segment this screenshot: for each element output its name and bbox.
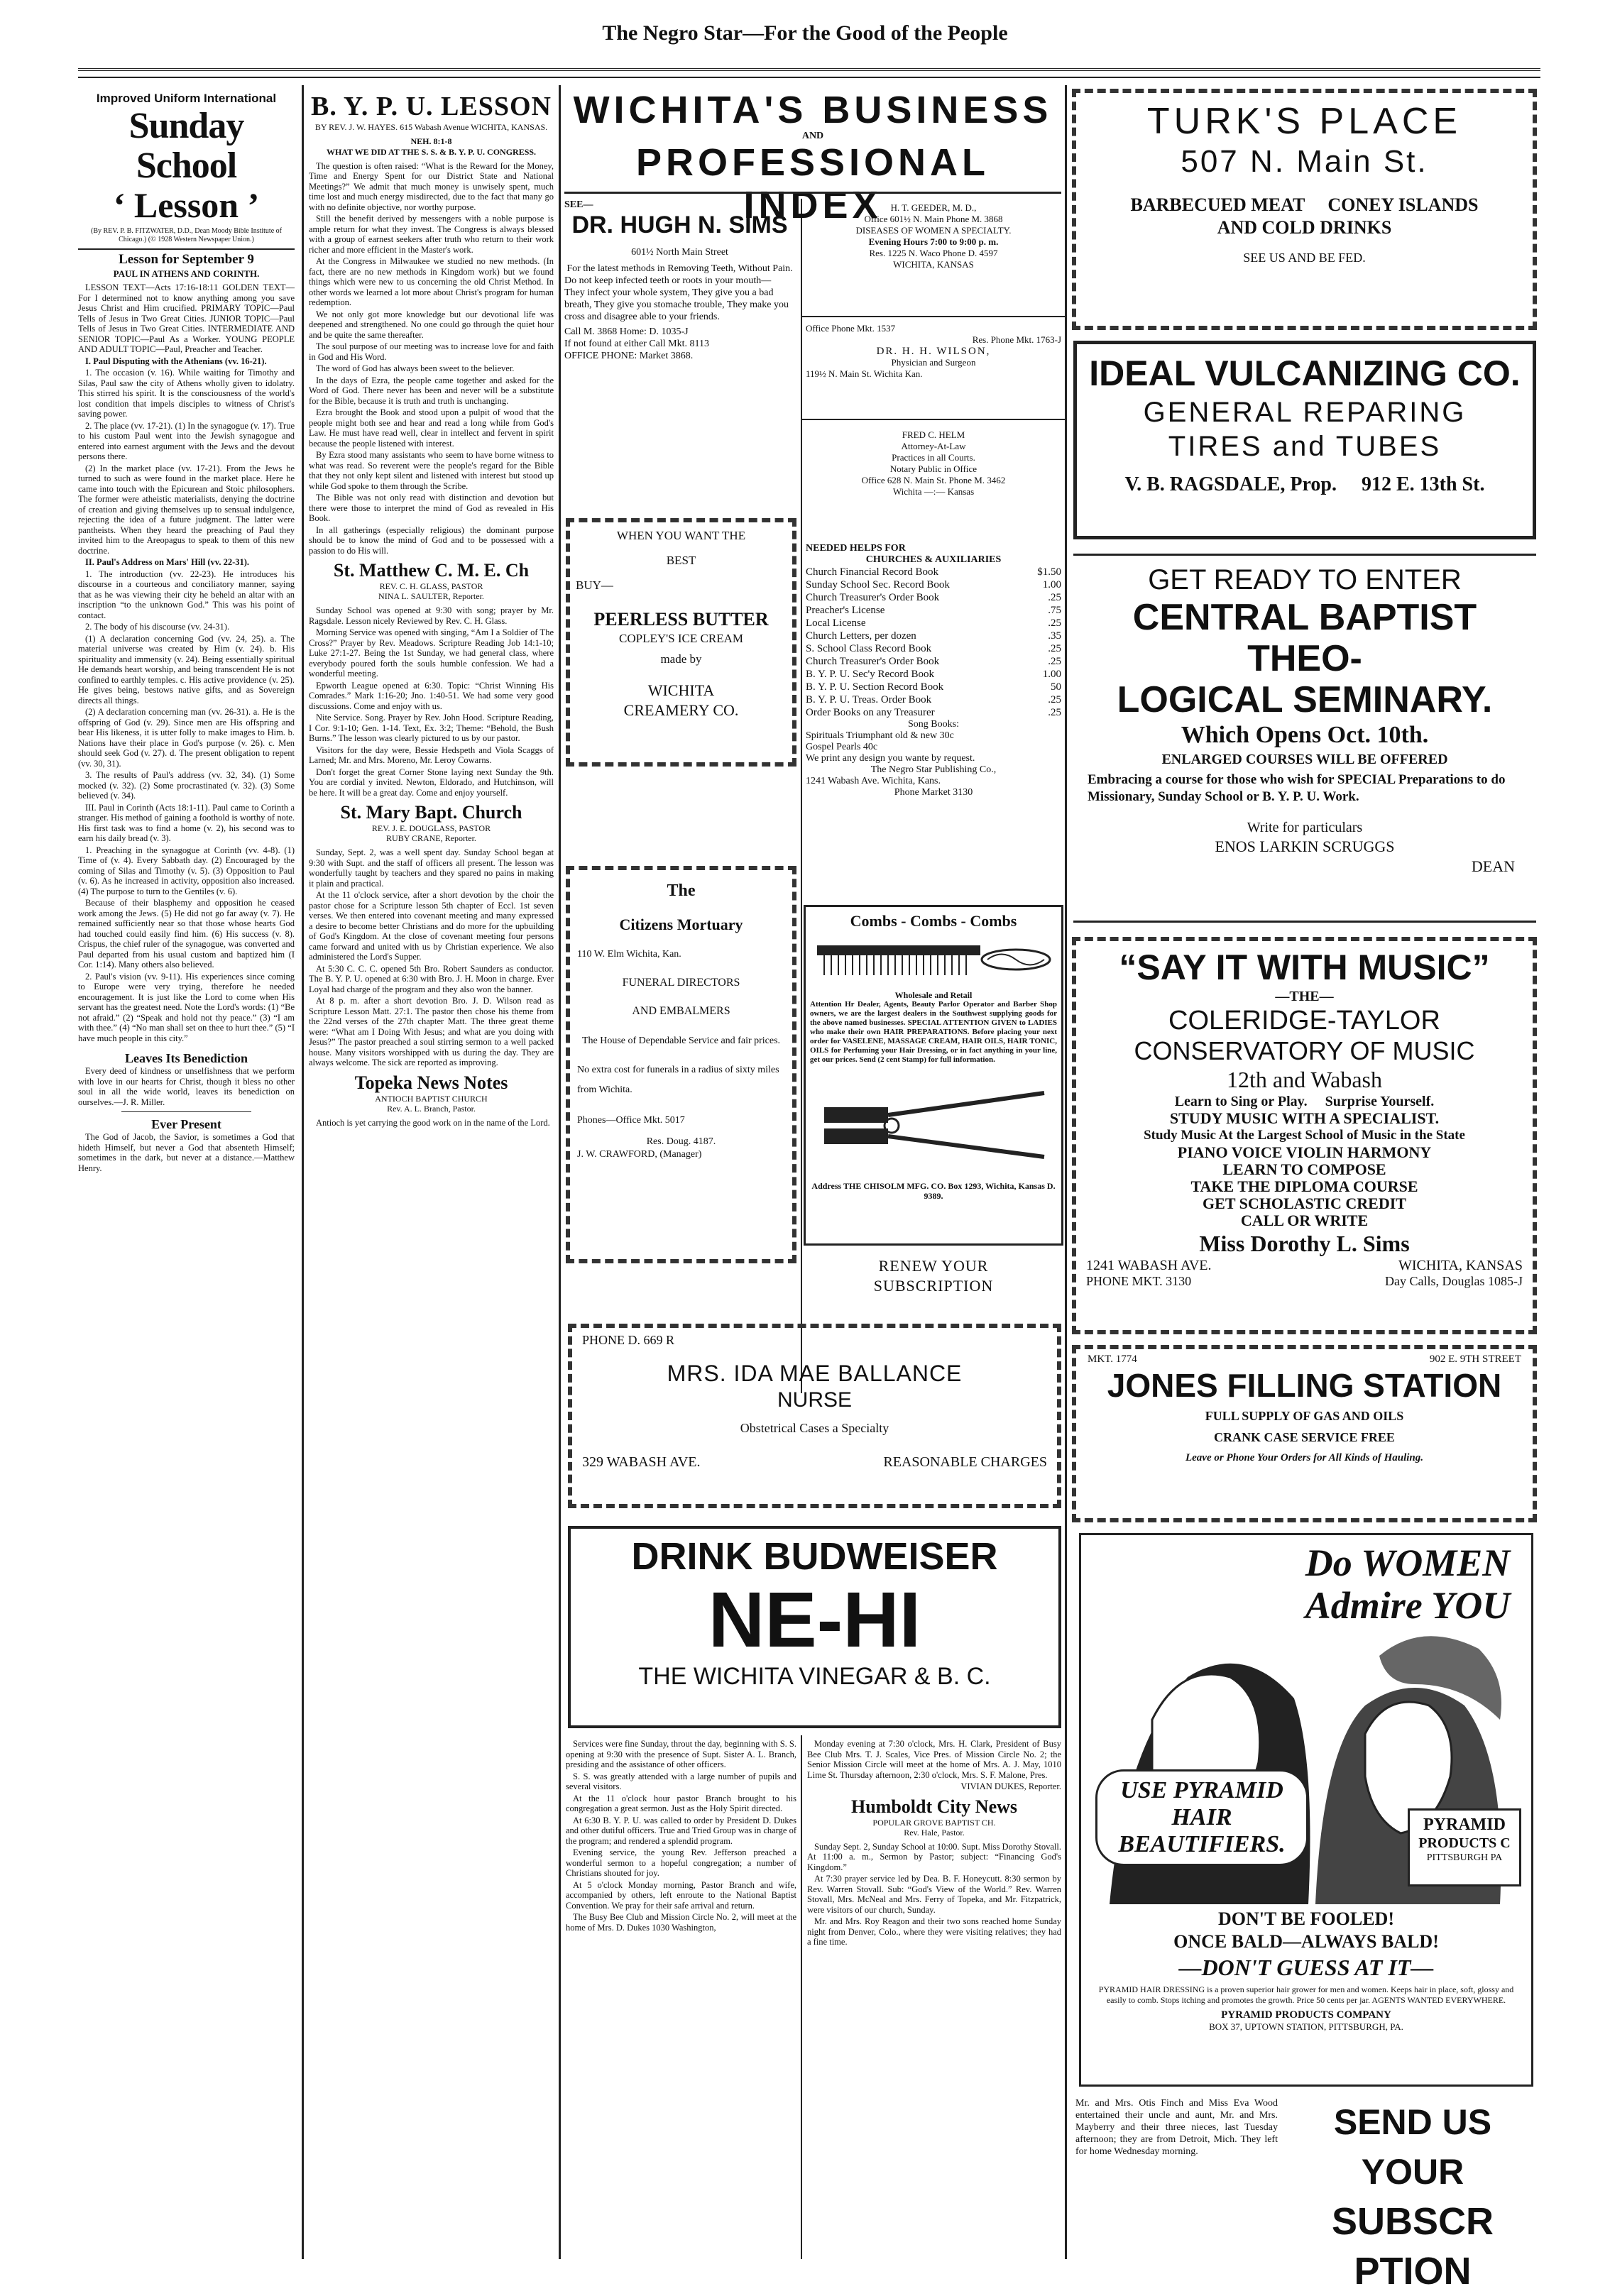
ever-present-text: The God of Jacob, the Savior, is sometimes a God that hideth Himself, but never a God that absenteth Himself; sometimes in the dark, but never at a distance.—Matthew Henry. bbox=[78, 1132, 295, 1173]
page-header: The Negro Star—For the Good of the People bbox=[602, 21, 1008, 45]
bypu-paragraph: Still the benefit derived by messengers with a noble purpose is ample return for what they invest. The Congress is always blessed with a group of earnest seekers after truth who return to their work richer and more efficient in the Master's work. bbox=[309, 214, 554, 255]
bypu-paragraph: At the Congress in Milwaukee we studied no new methods. (In fact, there are no new methods in Kingdom work) but we found things which were new to us concerning the old Christ Method. In other words we learned a lot more about Christ's program for human redemption. bbox=[309, 256, 554, 307]
sims-line: Do not keep infected teeth or roots in your mouth— bbox=[564, 275, 772, 286]
st-mary-paragraph: Sunday, Sept. 2, was a well spent day. Sunday School began at 9:30 with Supt. and the staff of officers all present. The lesson was wonderfully taught by teachers and they spared no pains in making it plain and practical. bbox=[309, 847, 554, 889]
seminary-name: CENTRAL BAPTIST THEO- bbox=[1132, 597, 1477, 679]
ballance-charges: REASONABLE CHARGES bbox=[883, 1454, 1047, 1470]
st-matthew-title: St. Matthew C. M. E. Ch bbox=[333, 560, 530, 581]
mortuary-res: Res. Doug. 4187. bbox=[646, 1136, 716, 1147]
music-footer bbox=[1086, 1258, 1523, 1273]
bypu-paragraph: We not only got more knowledge but our devotional life was deepened and strengthened. No one could go through the quiet hour and be quite the same thereafter. bbox=[309, 309, 554, 340]
renew-ad bbox=[806, 1256, 1061, 1306]
combs-address: Address THE CHISOLM MFG. CO. Box 1293, Wichita, Kansas D. 9389. bbox=[811, 1181, 1056, 1201]
helps-title: CHURCHES & AUXILIARIES bbox=[865, 554, 1002, 565]
branch-paragraph: Services were fine Sunday, throut the day, beginning with S. S. opening at 9:30 with the presence of Supt. Sister A. L. Branch, presiding and the assistance of other officers. bbox=[566, 1739, 796, 1769]
divider bbox=[564, 192, 1061, 194]
pyramid-guess: —DON'T GUESS AT IT— bbox=[1178, 1955, 1434, 1980]
send-subscription-ad bbox=[1288, 2097, 1537, 2292]
pyramid-headline: Admire YOU bbox=[1305, 1584, 1511, 1627]
geeder-hours: Evening Hours 7:00 to 9:00 p. m. bbox=[868, 236, 999, 247]
st-matthew-paragraph: Nite Service. Song. Prayer by Rev. John Hood. Scripture Reading, I Cor. 9:1-10; Gen. 1-14. Text, Ex. 3:2; Theme: “Behold, the Bush Burns.” The lesson was clearly pictured to us by our pastor. bbox=[309, 713, 554, 743]
butter-line: BEST bbox=[666, 554, 696, 567]
helps-item bbox=[806, 591, 1061, 604]
sunday-school-column bbox=[78, 91, 295, 2263]
sims-address: 601½ North Main Street bbox=[631, 247, 728, 258]
helps-design: We print any design you wante by request. bbox=[806, 753, 975, 764]
pyramid-label: PRODUCTS C bbox=[1418, 1835, 1511, 1851]
comb-icon bbox=[810, 931, 1058, 988]
helps-item-price: .35 bbox=[1048, 630, 1061, 642]
ideal-proprietor: V. B. RAGSDALE, Prop. 912 E. 13th St. bbox=[1124, 473, 1485, 495]
humboldt-paragraph: Sunday Sept. 2, Sunday School at 10:00. Supt. Miss Dorothy Stovall. At 11:00 a. m., Sermon by Pastor; subject: “Financing God's Kingdom.” bbox=[807, 1841, 1061, 1872]
helps-item bbox=[806, 630, 1061, 642]
pyramid-use-banner: USE PYRAMID HAIR BEAUTIFIERS. bbox=[1095, 1769, 1308, 1866]
sims-see: SEE— bbox=[564, 199, 593, 210]
helps-item-name: Church Financial Record Book bbox=[806, 566, 939, 578]
seminary-dean-name: ENOS LARKIN SCRUGGS bbox=[1215, 837, 1395, 855]
butter-line: COPLEY'S ICE CREAM bbox=[619, 632, 743, 645]
lesson-kicker: Improved Uniform International bbox=[96, 92, 277, 105]
helps-item-price: .25 bbox=[1048, 643, 1061, 654]
lesson-paragraph: LESSON TEXT—Acts 17:16-18:11 GOLDEN TEXT—For I determined not to know anything among you save Jesus Christ and Him crucified. PRIMARY TOPIC—Paul Tells of Jesus in Two Great Cities. JUNIOR TOPIC—Paul Tells of Jesus in Two Great Cities. INTERMEDIATE AND SENIOR TOPIC—Paul As a Worker. YOUNG PEOPLE AND ADULT TOPIC—Paul, Preacher and Teacher. bbox=[78, 282, 295, 354]
seminary-opens: Which Opens Oct. 10th. bbox=[1181, 722, 1429, 748]
bypu-paragraph: Ezra brought the Book and stood upon a pulpit of wood that the people might both see and hear and read a long while from God's Law. He must have read well, clear in intellect and fervent in spirit because the people listened with interest. bbox=[309, 407, 554, 449]
helps-song: Spirituals Triumphant old & new 30c bbox=[806, 730, 954, 741]
helps-item bbox=[806, 668, 1061, 681]
music-line: TAKE THE DIPLOMA COURSE bbox=[1190, 1177, 1418, 1195]
wilson-title: Physician and Surgeon bbox=[891, 357, 976, 368]
helps-item-name: Preacher's License bbox=[806, 605, 885, 616]
helps-songs: Song Books: bbox=[908, 719, 959, 730]
lesson-paragraph: 1. The occasion (v. 16). While waiting for Timothy and Silas, Paul saw the city of Athens wholly given to idolatry. This stirred his spirit. It is the consciousness of the world's lost condition that impels disciples to witness of Christ's saving power. bbox=[78, 368, 295, 419]
music-conservatory-ad bbox=[1072, 937, 1537, 1334]
helps-item bbox=[806, 617, 1061, 630]
ballance-phone: PHONE D. 669 R bbox=[582, 1333, 675, 1347]
needed-helps-ad bbox=[806, 543, 1061, 901]
bypu-paragraph: In all gatherings (especially religious) the dominant purpose should be to know the mind of God and to be possessed with a passion to do His will. bbox=[309, 524, 554, 556]
helps-item-price: 1.00 bbox=[1042, 669, 1061, 680]
lesson-paragraph: (1) A declaration concerning God (vv. 24, 25). a. The material universe was created by Him (v. 24). b. His spirituality and immensity (v. 24). Being essentially spiritual He demands heart worship, and being transcendent He is not confined to earthly temples. c. His active providence (v. 25). He gives being, bestows native gifts, and as Sovereign directs all things. bbox=[78, 633, 295, 705]
helps-list bbox=[806, 566, 1061, 719]
bypu-subtitle: WHAT WE DID AT THE S. S. & B. Y. P. U. CONGRESS. bbox=[326, 146, 537, 157]
pyramid-copy bbox=[1081, 1908, 1531, 2033]
ballance-nurse: NURSE bbox=[777, 1388, 852, 1412]
humboldt-church: POPULAR GROVE BAPTIST CH. bbox=[872, 1817, 996, 1828]
lesson-paragraph: (2) A declaration concerning man (vv. 26-31). a. He is the offspring of God (v. 29). Since men are His offspring and bear His likeness, it is utter folly to make images to Him. b. Nations have their place in God's purpose (v. 26). c. Men should seek God (v. 27). d. The present obligation to repent (vv. 30, 31). bbox=[78, 707, 295, 769]
helm-name: FRED C. HELM bbox=[902, 429, 965, 440]
helm-notary: Notary Public in Office bbox=[889, 463, 978, 474]
pyramid-label: PITTSBURGH PA bbox=[1426, 1852, 1503, 1863]
seminary-write: Write for particulars bbox=[1247, 820, 1363, 835]
st-mary-reporter: RUBY CRANE, Reporter. bbox=[386, 833, 476, 843]
music-teacher: Miss Dorothy L. Sims bbox=[1199, 1231, 1410, 1256]
divider bbox=[802, 316, 1065, 317]
monday-paragraph: Monday evening at 7:30 o'clock, Mrs. H. Clark, President of Busy Bee Club Mrs. T. J. Scales, Vice Pres. of Mission Circle No. 2; the Senior Mission Circle will meet at the home of Mrs. A. J. May, 1010 Lime St. Thursday afternoon, 2:30 o'clock, Mrs. S. F. Malone, Pres. bbox=[807, 1739, 1061, 1780]
humboldt-pastor: Rev. Hale, Pastor. bbox=[904, 1827, 965, 1838]
mortuary-embalmers: AND EMBALMERS bbox=[632, 1005, 730, 1017]
helps-item-name: B. Y. P. U. Sec'y Record Book bbox=[806, 669, 935, 680]
lesson-paragraph: 2. Paul's vision (vv. 9-11). His experiences since coming to Europe were very trying, therefore he needed encouragement. It is just like the Lord to come when His servant has the greatest need. Note the Lord's words: (1) “Be not afraid.” (2) “Speak and hold not thy peace.” (3) “I am with thee.” (4) “No man shall set on thee to hurt thee.” (5) “I have much people in this city.” bbox=[78, 971, 295, 1043]
ideal-line: GENERAL REPARING bbox=[1143, 397, 1467, 428]
divider bbox=[802, 419, 1065, 420]
st-matthew-paragraph: Don't forget the great Corner Stone laying next Sunday the 9th. You are cordial y invited. Newton, Eldorado, and Hutchinson, will be here. It will be a great day. Come and enjoy yourself. bbox=[309, 767, 554, 798]
lesson-heading: II. Paul's Address on Mars' Hill (vv. 22-31). bbox=[85, 557, 250, 567]
helps-item-name: Church Letters, per dozen bbox=[806, 630, 916, 642]
combs-title: Combs - Combs - Combs bbox=[850, 912, 1017, 930]
turks-place-ad bbox=[1072, 89, 1537, 330]
helm-ad bbox=[806, 429, 1061, 536]
helps-address: 1241 Wabash Ave. Wichita, Kans. bbox=[806, 776, 941, 786]
sims-ad bbox=[564, 199, 795, 483]
bypu-paragraph: The Bible was not only read with distinction and devotion but there were those to interpret the mind of God as revealed in His Book. bbox=[309, 493, 554, 523]
helps-item-name: Church Treasurer's Order Book bbox=[806, 592, 940, 603]
st-matthew-paragraph: Visitors for the day were, Bessie Hedspeth and Viola Scaggs of Larned; Mr. and Mrs. Moreno, Mr. Leroy Cowarns. bbox=[309, 745, 554, 765]
renew-line: SUBSCRIPTION bbox=[873, 1277, 994, 1295]
music-line: PIANO VOICE VIOLIN HARMONY bbox=[1177, 1143, 1432, 1161]
st-matthew-reporter: NINA L. SAULTER, Reporter. bbox=[378, 591, 484, 601]
helm-practice: Practices in all Courts. bbox=[892, 452, 975, 463]
seminary-embrace: Embracing a course for those who wish for SPECIAL Preparations to do Missionary, Sunday School or B. Y. P. U. Work. bbox=[1088, 772, 1506, 804]
sims-note: If not found at either Call Mkt. 8113 bbox=[564, 339, 709, 349]
lesson-date: Lesson for September 9 bbox=[119, 252, 254, 267]
column-divider bbox=[559, 85, 561, 2259]
column-divider bbox=[801, 1735, 802, 2259]
helps-item-name: B. Y. P. U. Section Record Book bbox=[806, 681, 944, 693]
index-title-2: PROFESSIONAL INDEX bbox=[635, 141, 990, 226]
pyramid-label: PYRAMID bbox=[1423, 1816, 1506, 1834]
helps-item-name: Church Treasurer's Order Book bbox=[806, 656, 940, 667]
sims-office-phone: OFFICE PHONE: Market 3868. bbox=[564, 351, 694, 361]
pyramid-fooled: DON'T BE FOOLED! bbox=[1217, 1908, 1394, 1929]
helm-office: Office 628 N. Main St. Phone M. 3462 bbox=[861, 475, 1006, 485]
st-mary-pastor: REV. J. E. DOUGLASS, PASTOR bbox=[371, 823, 491, 833]
humboldt-paragraph: At 7:30 prayer service led by Dea. B. F. Honeycutt. 8:30 sermon by Rev. Warren Stovall. Sub: “God's View of the World.” Rev. Warren Stovall, Mrs. McNeal and Mrs. Ferry of Topeka, and Mr. Fitzpatrick, were visitors of our church, Sunday. bbox=[807, 1874, 1061, 1915]
bypu-title: B. Y. P. U. LESSON bbox=[310, 92, 552, 121]
bypu-paragraph: The word of God has always been sweet to the believer. bbox=[316, 363, 515, 373]
music-day-calls: Day Calls, Douglas 1085-J bbox=[1385, 1274, 1523, 1288]
column-divider bbox=[801, 199, 802, 1393]
bypu-column bbox=[309, 91, 554, 2263]
helps-phone: Phone Market 3130 bbox=[894, 787, 973, 798]
helps-item-price: .25 bbox=[1048, 707, 1061, 718]
top-rule bbox=[78, 68, 1540, 71]
renew-line: RENEW YOUR bbox=[878, 1257, 989, 1275]
pyramid-bald: ONCE BALD—ALWAYS BALD! bbox=[1173, 1931, 1439, 1952]
curling-iron-icon bbox=[810, 1065, 1058, 1178]
branch-paragraph: At the 11 o'clock hour pastor Branch brought to his congregation a great sermon. Just as the Holy Spirit directed. bbox=[566, 1793, 796, 1813]
helps-item-name: B. Y. P. U. Treas. Order Book bbox=[806, 694, 932, 705]
music-name: COLERIDGE-TAYLOR bbox=[1168, 1006, 1440, 1036]
mortuary-phones: Phones—Office Mkt. 5017 bbox=[577, 1115, 685, 1126]
pyramid-product-jar bbox=[1408, 1808, 1521, 1886]
geeder-name: H. T. GEEDER, M. D., bbox=[890, 202, 977, 213]
sunday-school-masthead: Sunday School bbox=[128, 106, 244, 186]
bypu-author: BY REV. J. W. HAYES. 615 Wabash Avenue WICHITA, KANSAS. bbox=[314, 122, 548, 132]
seminary-courses: ENLARGED COURSES WILL BE OFFERED bbox=[1161, 752, 1448, 767]
helps-item-name: Local License bbox=[806, 617, 866, 629]
ballance-name: MRS. IDA MAE BALLANCE bbox=[667, 1361, 963, 1386]
helps-item bbox=[806, 706, 1061, 719]
wilson-ad bbox=[806, 323, 1061, 415]
mortuary-address: 110 W. Elm Wichita, Kan. bbox=[577, 949, 681, 960]
helps-item-name: S. School Class Record Book bbox=[806, 643, 932, 654]
lesson-paragraph: 1. Preaching in the synagogue at Corinth (vv. 4-8). (1) Time of (v. 4). Every Sabbath day. (2) Encouraged by the coming of Silas and Timothy (v. 5). (3) Opposition to Paul (v. 6). As he increased in activity, opposition also increased. (4) The purpose to turn to the Gentiles (v. 6). bbox=[78, 845, 295, 896]
ideal-vulcanizing-ad bbox=[1073, 341, 1536, 539]
helps-item bbox=[806, 578, 1061, 591]
jones-name: JONES FILLING STATION bbox=[1107, 1367, 1502, 1404]
lesson-paragraph: 2. The place (vv. 17-21). (1) In the synagogue (v. 17). True to his custom Paul went into the Jewish synagogue and entered into earnest argument with the Jews and the devout persons there. bbox=[78, 420, 295, 461]
helps-item bbox=[806, 604, 1061, 617]
mortuary-house: The House of Dependable Service and fair prices. bbox=[581, 1036, 781, 1046]
music-line: GET SCHOLASTIC CREDIT bbox=[1203, 1194, 1406, 1212]
butter-ad bbox=[566, 518, 796, 767]
helps-title: NEEDED HELPS FOR bbox=[806, 543, 906, 554]
helm-city: Wichita —:— Kansas bbox=[892, 486, 975, 497]
music-line: LEARN TO COMPOSE bbox=[1222, 1160, 1386, 1178]
butter-line: BUY— bbox=[576, 578, 613, 592]
helps-item bbox=[806, 693, 1061, 706]
humboldt-column bbox=[807, 1739, 1061, 2264]
lesson-paragraph: 1. The introduction (vv. 22-23). He introduces his discourse in a courteous and conciliatory manner, saying that as he was viewing their city he beheld an altar with an inscription “to the unknown God.” This was his point of contact. bbox=[78, 568, 295, 620]
wilson-office: Office Phone Mkt. 1537 bbox=[806, 323, 896, 334]
ever-present-title: Ever Present bbox=[151, 1117, 221, 1131]
seminary-dean: DEAN bbox=[1471, 857, 1515, 875]
topeka-pastor: Rev. A. L. Branch, Pastor. bbox=[387, 1103, 476, 1114]
turks-see: SEE US AND BE FED. bbox=[1243, 251, 1366, 265]
lesson-paragraph: III. Paul in Corinth (Acts 18:1-11). Paul came to Corinth a stranger. His method of gaining a foothold is worthy of note. His first task was to find a home (v. 2), his second was to earn his daily bread (v. 3). bbox=[78, 802, 295, 843]
butter-company: CREAMERY CO. bbox=[623, 701, 739, 719]
budweiser-line: DRINK BUDWEISER bbox=[631, 1535, 998, 1578]
branch-paragraph: At 6:30 B. Y. P. U. was called to order by President D. Dukes and other dutiful officers. True and Tried Group was in charge of the program; and rendered a splendid program. bbox=[566, 1815, 796, 1846]
music-slogan: “SAY IT WITH MUSIC” bbox=[1119, 947, 1490, 987]
pyramid-company: PYRAMID PRODUCTS COMPANY bbox=[1221, 2009, 1391, 2021]
lesson-byline: (By REV. P. B. FITZWATER, D.D., Dean Moody Bible Institute of Chicago.) (© 1928 Western Newspaper Union.) bbox=[91, 227, 282, 243]
lesson-paragraph: 2. The body of his discourse (vv. 24-31). bbox=[85, 622, 230, 632]
ideal-name: IDEAL VULCANIZING CO. bbox=[1089, 353, 1521, 393]
finch-text: Mr. and Mrs. Otis Finch and Miss Eva Wood entertained their uncle and aunt, Mr. and Mrs. Mayberry and their three nieces, last Tuesday afternoon; they are from Detroit, Mich. They left for home Wednesday morning. bbox=[1075, 2098, 1278, 2157]
pyramid-box: BOX 37, UPTOWN STATION, PITTSBURGH, PA. bbox=[1209, 2021, 1403, 2032]
st-matthew-pastor: REV. C. H. GLASS, PASTOR bbox=[379, 581, 483, 591]
pyramid-ad bbox=[1079, 1533, 1533, 2087]
seminary-ad bbox=[1073, 554, 1536, 923]
lesson-masthead: ‘ Lesson ’ bbox=[113, 185, 260, 225]
music-line: STUDY MUSIC WITH A SPECIALIST. bbox=[1169, 1109, 1440, 1127]
helps-item-price: .25 bbox=[1048, 592, 1061, 603]
music-address: 12th and Wabash bbox=[1226, 1067, 1382, 1092]
st-mary-paragraph: At 5:30 C. C. C. opened 5th Bro. Robert Saunders as conductor. The B. Y. P. U. opened at 6:30 with Bro. J. H. Moon in charge. Ever Loyal had charge of the program and they also won the banner. bbox=[309, 963, 554, 994]
pyramid-headline: Do WOMEN bbox=[1305, 1542, 1511, 1584]
jones-street: 902 E. 9TH STREET bbox=[1429, 1353, 1521, 1365]
mortuary-name: Citizens Mortuary bbox=[619, 916, 743, 933]
music-phone: PHONE MKT. 3130 bbox=[1086, 1274, 1192, 1288]
bypu-scripture: NEH. 8:1-8 bbox=[410, 136, 452, 146]
music-city: WICHITA, KANSAS bbox=[1398, 1258, 1523, 1273]
butter-brand: PEERLESS BUTTER bbox=[593, 609, 769, 630]
topeka-title: Topeka News Notes bbox=[354, 1072, 508, 1093]
mortuary-manager: J. W. CRAWFORD, (Manager) bbox=[577, 1149, 702, 1160]
jones-top bbox=[1088, 1353, 1521, 1366]
ideal-line: TIRES and TUBES bbox=[1168, 431, 1442, 462]
divider bbox=[78, 248, 295, 250]
branch-column bbox=[566, 1739, 796, 2264]
helps-item-price: .25 bbox=[1048, 617, 1061, 629]
helps-item-price: .75 bbox=[1048, 605, 1061, 616]
mortuary-ad bbox=[566, 866, 796, 1263]
st-mary-title: St. Mary Bapt. Church bbox=[340, 802, 522, 823]
ballance-footer bbox=[582, 1454, 1047, 1470]
st-matthew-paragraph: Morning Service was opened with singing, “Am I a Soldier of The Cross?” Prayer by Rev. Meadows. Scripture Reading Job 14:1-10; Luke 27:1-27. Being the 1st Sunday, we had general class, where everybody poured forth the souls humble confession. We had a wonderful meeting. bbox=[309, 627, 554, 679]
geeder-specialty: DISEASES OF WOMEN A SPECIALTY. bbox=[855, 225, 1012, 236]
column-divider bbox=[1065, 85, 1067, 2259]
index-and: AND bbox=[801, 131, 824, 141]
helps-item bbox=[806, 681, 1061, 693]
branch-paragraph: Evening service, the young Rev. Jefferson preached a wonderful sermon to a hopeful congregation; a number of Christians shouted for joy. bbox=[566, 1847, 796, 1878]
send-line: SEND US YOUR bbox=[1333, 2102, 1492, 2192]
st-mary-paragraph: At 8 p. m. after a short devotion Bro. J. D. Wilson read as Scripture Lesson Matt. 27:1. The pastor then chose his theme from the 22nd verses of the 27th chapter Matt. The three great theme were: “What am I Doing With Jesus; and what are you doing with Jesus?” The pastor preached a soul stirring sermon to a well packed house. Many visitors worshipped with us during the day. They are always welcome. The sick are reported as improving. bbox=[309, 996, 554, 1067]
turks-title: TURK'S PLACE bbox=[1146, 101, 1462, 142]
helps-item-price: $1.50 bbox=[1037, 566, 1061, 578]
wilson-address: 119½ N. Main St. Wichita Kan. bbox=[806, 368, 923, 379]
music-line: Study Music At the Largest School of Music in the State bbox=[1144, 1128, 1465, 1143]
combs-ad bbox=[804, 905, 1063, 1246]
bypu-paragraph: The question is often raised: “What is the Reward for the Money, Time and Energy Spent for our District State and National Meetings?” We admit that much money is unwisely spent, much time lost and much energy misdirected, due to the fact that many go with no definite objective, nor worthy purpose. bbox=[309, 160, 554, 212]
mortuary-directors: FUNERAL DIRECTORS bbox=[622, 977, 740, 989]
sims-phones: Call M. 3868 Home: D. 1035-J bbox=[564, 326, 689, 337]
jones-phone: MKT. 1774 bbox=[1088, 1353, 1137, 1365]
helps-item-price: .25 bbox=[1048, 656, 1061, 667]
butter-line: WHEN YOU WANT THE bbox=[616, 529, 746, 542]
jones-line: CRANK CASE SERVICE FREE bbox=[1214, 1430, 1395, 1444]
column-divider bbox=[302, 85, 304, 2259]
helps-item bbox=[806, 655, 1061, 668]
ballance-ad bbox=[568, 1324, 1061, 1508]
geeder-ad bbox=[806, 202, 1061, 316]
wilson-name: DR. H. H. WILSON, bbox=[876, 346, 991, 357]
mortuary-the: The bbox=[667, 881, 696, 900]
wilson-res: Res. Phone Mkt. 1763-J bbox=[972, 334, 1061, 345]
geeder-office: Office 601½ N. Main Phone M. 3868 bbox=[864, 214, 1003, 224]
jones-filling-station-ad bbox=[1072, 1345, 1537, 1522]
butter-company: WICHITA bbox=[647, 681, 715, 699]
jones-line: FULL SUPPLY OF GAS AND OILS bbox=[1205, 1409, 1404, 1423]
st-matthew-paragraph: Sunday School was opened at 9:30 with song; prayer by Mr. Ragsdale. Lesson nicely Reviewed by Rev. C. H. Glass. bbox=[309, 605, 554, 626]
divider bbox=[121, 1111, 251, 1112]
lesson-heading: I. Paul Disputing with the Athenians (vv. 16-21). bbox=[85, 356, 267, 366]
benediction-title: Leaves Its Benediction bbox=[125, 1051, 248, 1065]
st-matthew-paragraph: Epworth League opened at 6:30. Topic: “Christ Winning His Comrades.” Mark 1:16-20; Jno. 1:40-51. We had some very good discussions. Come and enjoy with us. bbox=[309, 680, 554, 711]
music-line: CALL OR WRITE bbox=[1240, 1212, 1369, 1229]
index-title-1: WICHITA'S BUSINESS bbox=[573, 89, 1053, 131]
music-line: Learn to Sing or Play. Surprise Yourself. bbox=[1174, 1094, 1435, 1109]
geeder-city: WICHITA, KANSAS bbox=[893, 259, 974, 270]
humboldt-title: Humboldt City News bbox=[850, 1796, 1017, 1817]
topeka-text: Antioch is yet carrying the good work on in the name of the Lord. bbox=[316, 1117, 550, 1128]
seminary-name: LOGICAL SEMINARY. bbox=[1117, 679, 1493, 720]
turks-address: 507 N. Main St. bbox=[1181, 144, 1428, 179]
ballance-specialty: Obstetrical Cases a Specialty bbox=[740, 1421, 889, 1435]
lesson-paragraph: 3. The results of Paul's address (vv. 32, 34). (1) Some mocked (v. 32). (2) Some procrastinated (v. 32). (3) Some believed (v. 34). bbox=[78, 770, 295, 801]
finch-notice bbox=[1075, 2097, 1278, 2253]
helps-song: Gospel Pearls 40c bbox=[806, 742, 878, 752]
butter-line: made by bbox=[660, 652, 702, 666]
geeder-res: Res. 1225 N. Waco Phone D. 4597 bbox=[869, 248, 998, 258]
sims-line: They infect your whole system, They give you a bad breath, They give you stomache trouble, They make you cross and disagree able to your friends. bbox=[564, 287, 789, 322]
pyramid-fine-print: PYRAMID HAIR DRESSING is a proven superior hair grower for men and women. Keeps hair in place, soft, glossy and easily to comb. Stops itching and promotes the growth. Price 50 cents per jar. AGENTS WANTED EVERYWHERE. bbox=[1098, 1984, 1514, 2005]
helm-title: Attorney-At-Law bbox=[901, 441, 966, 451]
combs-text: Attention Hr Dealer, Agents, Beauty Parlor Operator and Barber Shop owners, we are the largest dealers in the Southwest supplying goods for the above named businesses. SPECIAL ATTENTION GIVEN to LADIES who make their own HAIR PREPARATIONS. Before placing your next order for VASELENE, MASSAGE CREAM, HAIR OILS, HAIR TONIC, OILS for Perfuming your Hair Dressing, or in fact anything in your line, get our prices. Send (2 cent Stamp) for full information. bbox=[810, 1000, 1057, 1064]
bypu-paragraph: The soul purpose of our meeting was to increase love for and faith in God and His Word. bbox=[309, 341, 554, 362]
lesson-paragraph: (2) In the market place (vv. 17-21). From the Jews he turned to such as were found in the market place. Here he came into touch with the Epicurean and Stoic philosophers. The former were atheistic materialists, denying the doctrine of creation and giving themselves up to sensual indulgence, rejecting the idea of a future judgment. The latter were pantheists. When they heard the preaching of Paul they invited him to the Areopagus to speak to them of this new doctrine. bbox=[78, 463, 295, 556]
budweiser-ad bbox=[568, 1526, 1061, 1728]
ballance-address: 329 WABASH AVE. bbox=[582, 1454, 701, 1470]
jones-line: Leave or Phone Your Orders for All Kinds of Hauling. bbox=[1185, 1452, 1424, 1463]
music-street: 1241 WABASH AVE. bbox=[1086, 1258, 1212, 1273]
mortuary-extra: No extra cost for funerals in a radius of sixty miles from Wichita. bbox=[577, 1065, 779, 1095]
branch-paragraph: The Busy Bee Club and Mission Circle No. 2, will meet at the home of Mrs. D. Dukes 1030 Washington, bbox=[566, 1912, 796, 1933]
helps-item bbox=[806, 642, 1061, 655]
topeka-church: ANTIOCH BAPTIST CHURCH bbox=[375, 1093, 488, 1104]
helps-publisher: The Negro Star Publishing Co., bbox=[870, 764, 997, 775]
sims-name: DR. HUGH N. SIMS bbox=[571, 212, 788, 238]
lesson-subject: PAUL IN ATHENS AND CORINTH. bbox=[113, 268, 260, 279]
turks-line: BARBECUED MEAT CONEY ISLANDS bbox=[1130, 194, 1479, 215]
turks-line: AND COLD DRINKS bbox=[1217, 217, 1392, 238]
humboldt-paragraph: Mr. and Mrs. Roy Reagon and their two sons reached home Sunday night from Denver, Colo., where they were visiting relatives; they had a fine time. bbox=[807, 1916, 1061, 1947]
music-the: —THE— bbox=[1275, 989, 1334, 1004]
branch-paragraph: At 5 o'clock Monday morning, Pastor Branch and wife, accompanied by others, left enroute to the National Baptist Convention. We pray for their safe arrival and return. bbox=[566, 1879, 796, 1911]
music-footer bbox=[1086, 1273, 1523, 1289]
bypu-paragraph: By Ezra stood many assistants who seem to have borne witness to what was read. So reverent were the people's regard for the Bible that they not only kept silent and listened with interest but stood up while God spoke to them through the Scribe. bbox=[309, 450, 554, 491]
helps-item bbox=[806, 566, 1061, 578]
helps-item-price: .25 bbox=[1048, 694, 1061, 705]
monday-reporter: VIVIAN DUKES, Reporter. bbox=[960, 1781, 1061, 1791]
helps-item-price: 50 bbox=[1051, 681, 1061, 693]
helps-item-price: 1.00 bbox=[1042, 579, 1061, 591]
seminary-line: GET READY TO ENTER bbox=[1148, 564, 1462, 595]
nehi-logo: NE-HI bbox=[708, 1576, 921, 1664]
helps-item-name: Order Books on any Treasurer bbox=[806, 707, 935, 718]
sims-line: For the latest methods in Removing Teeth, Without Pain. bbox=[566, 263, 793, 274]
branch-paragraph: S. S. was greatly attended with a large number of pupils and several visitors. bbox=[566, 1771, 796, 1791]
bypu-paragraph: In the days of Ezra, the people came together and asked for the Word of God. There never has been and never will be a substitute for the Bible, because it is truth and truth is unchanging. bbox=[309, 375, 554, 406]
st-mary-paragraph: At the 11 o'clock service, after a short devotion by the choir the pastor chose for a Scripture lesson 5th chapter of Eccl. 1st seven verses. We then entered into covenant meeting and many expressed a desire to become better Christians and do more for the upbuilding of God's Kingdom. At the close of covenant meeting four persons came forward and united with us by Christian experience. We also administered the Lord's Supper. bbox=[309, 890, 554, 962]
send-line: SUBSCR PTION bbox=[1331, 2200, 1494, 2292]
benediction-text: Every deed of kindness or unselfishness that we perform with love in our hearts for Christ, though it bless no other soul in all the wide world, leaves its benediction on ourselves.—J. R. Miller. bbox=[78, 1066, 295, 1107]
combs-wholesale: Wholesale and Retail bbox=[894, 990, 973, 1000]
top-rule-2 bbox=[78, 77, 1540, 78]
helps-item-name: Sunday School Sec. Record Book bbox=[806, 579, 950, 591]
vinegar-company: THE WICHITA VINEGAR & B. C. bbox=[638, 1663, 991, 1690]
lesson-paragraph: Because of their blasphemy and opposition he ceased work among the Jews. (5) He did not go far away (v. 7). He remained sufficiently near so that those whose hearts God had touched could easily find him. (6) His success (v. 8). Crispus, the chief ruler of the synagogue, was converted and Paul departed from his usual custom and baptized him (I Cor. 1:14). Many others also believed. bbox=[78, 898, 295, 970]
music-name: CONSERVATORY OF MUSIC bbox=[1134, 1036, 1475, 1065]
